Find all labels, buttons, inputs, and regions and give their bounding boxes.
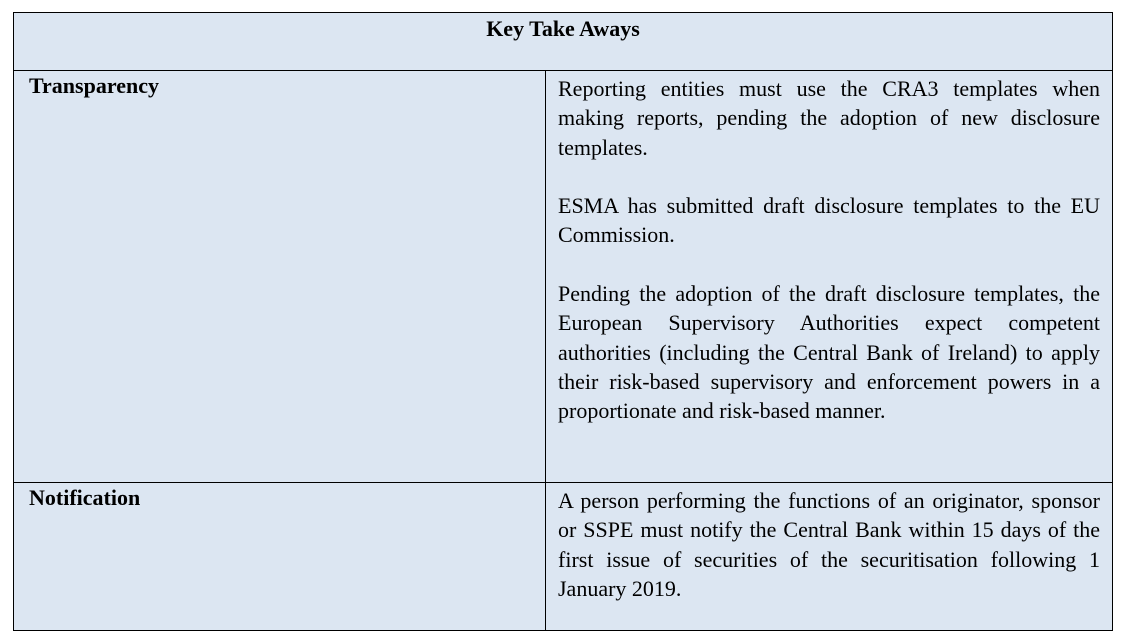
row-heading-notification: Notification bbox=[14, 483, 546, 630]
transparency-paragraph-3: Pending the adoption of the draft disclosure templates, the European Supervisory Authorities expect competent authorities (including the Central Bank of Ireland) to apply their risk-based supervisory and enforcement powers in a proportionate and risk-based manner. bbox=[558, 281, 1100, 424]
transparency-paragraph-1: Reporting entities must use the CRA3 templates when making reports, pending the adoption of new disclosure templates. bbox=[558, 76, 1100, 160]
table-row-transparency bbox=[14, 71, 1112, 483]
row-content-notification bbox=[546, 483, 1112, 630]
key-take-aways-table bbox=[13, 12, 1113, 631]
table-row-notification bbox=[14, 483, 1112, 630]
row-heading-transparency: Transparency bbox=[14, 71, 546, 482]
transparency-paragraph-2: ESMA has submitted draft disclosure templates to the EU Commission. bbox=[558, 193, 1100, 248]
table-title: Key Take Aways bbox=[14, 13, 1112, 71]
row-content-transparency bbox=[546, 71, 1112, 482]
notification-paragraph-1: A person performing the functions of an originator, sponsor or SSPE must notify the Central Bank within 15 days of the first issue of securities of the securitisation following 1 January 2019. bbox=[558, 488, 1100, 601]
